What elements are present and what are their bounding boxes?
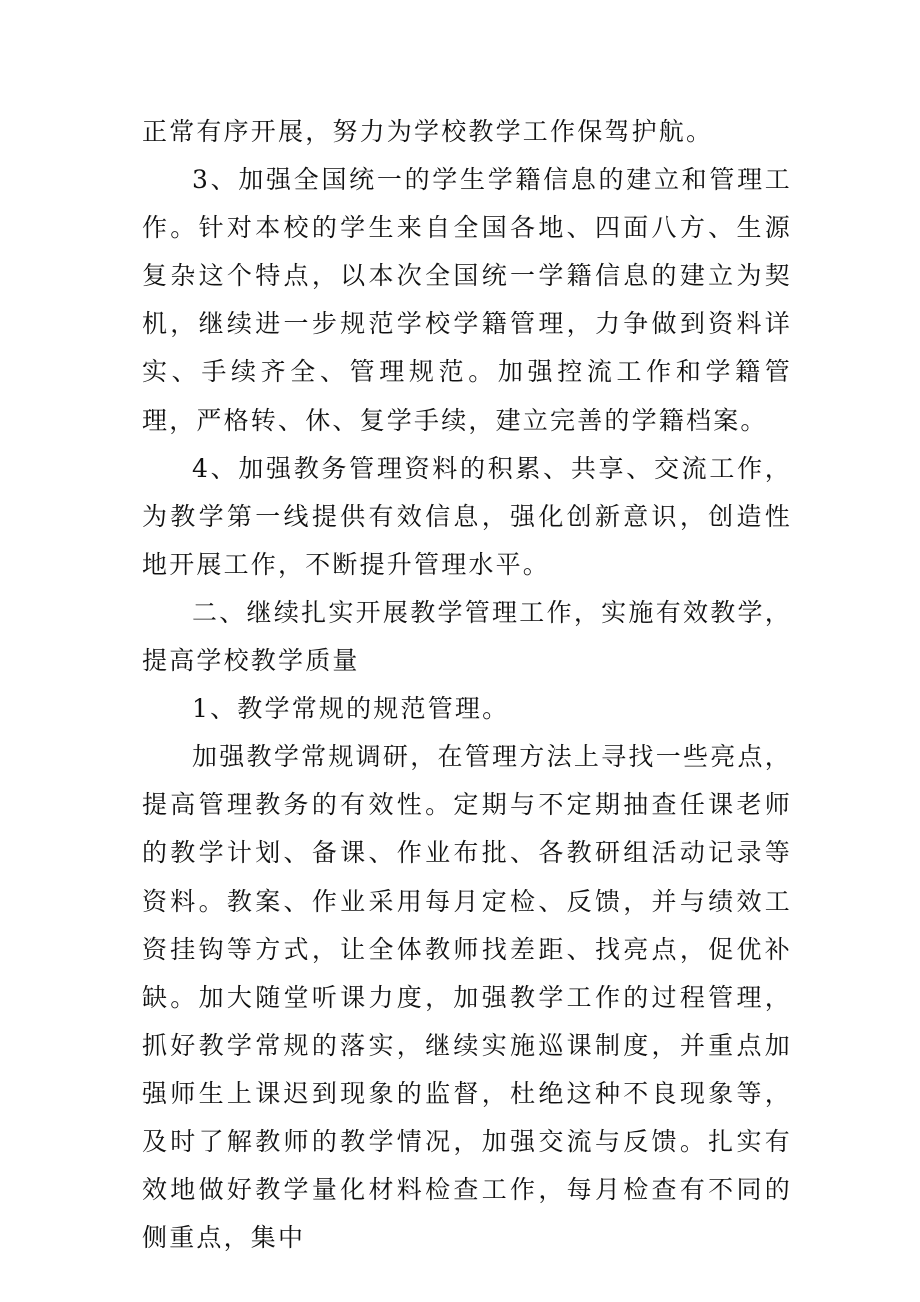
section-heading-two: 二、继续扎实开展教学管理工作，实施有效教学，提高学校教学质量 — [142, 597, 792, 676]
paragraph-item-3-student-records: 3、加强全国统一的学生学籍信息的建立和管理工作。针对本校的学生来自全国各地、四面八方、生源复杂这个特点，以本次全国统一学籍信息的建立为契机，继续进一步规范学校学籍管理，力争做到资料详实、手续齐全、管理规范。加强控流工作和学籍管理，严格转、休、复学手续，建立完善的学籍档案。 — [142, 165, 792, 435]
subheading-item-1-routine-management: 1、教学常规的规范管理。 — [192, 694, 510, 724]
paragraph-item-4-teaching-affairs: 4、加强教务管理资料的积累、共享、交流工作，为教学第一线提供有效信息，强化创新意识，创造性地开展工作，不断提升管理水平。 — [142, 453, 792, 579]
document-body — [142, 108, 792, 1262]
paragraph-routine-research: 加强教学常规调研，在管理方法上寻找一些亮点，提高管理教务的有效性。定期与不定期抽查任课老师的教学计划、备课、作业布批、各教研组活动记录等资料。教案、作业采用每月定检、反馈，并与绩效工资挂钩等方式，让全体教师找差距、找亮点，促优补缺。加大随堂听课力度，加强教学工作的过程管理，抓好教学常规的落实，继续实施巡课制度，并重点加强师生上课迟到现象的监督，杜绝这种不良现象等，及时了解教师的教学情况，加强交流与反馈。扎实有效地做好教学量化材料检查工作，每月检查有不同的侧重点，集中 — [142, 742, 792, 1253]
paragraph-continuation: 正常有序开展，努力为学校教学工作保驾护航。 — [142, 117, 714, 146]
